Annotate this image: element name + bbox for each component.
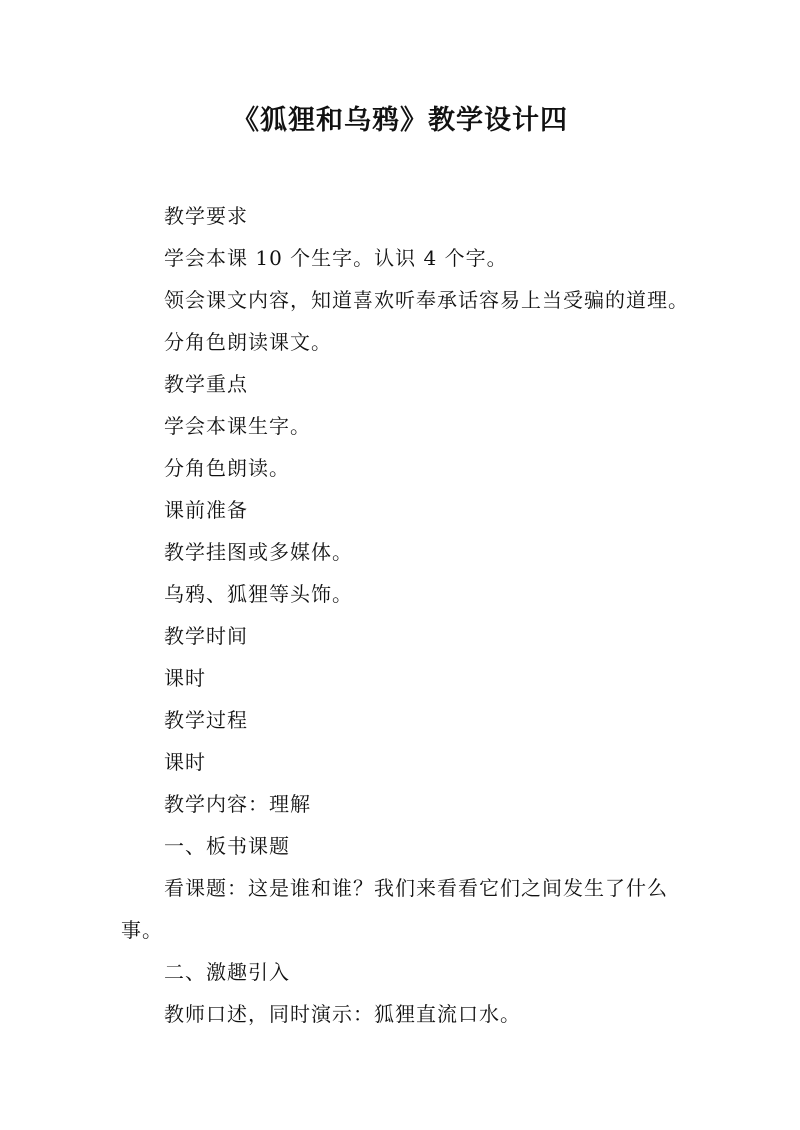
paragraph-line: 二、激趣引入: [164, 960, 290, 984]
paragraph-line: 教学挂图或多媒体。: [164, 540, 353, 564]
paragraph-line: 教学时间: [164, 624, 248, 648]
paragraph-line: 教学过程: [164, 708, 248, 732]
document-title: 《狐狸和乌鸦》教学设计四: [232, 105, 568, 136]
paragraph-line: 课时: [164, 666, 206, 690]
paragraph-line: 分角色朗读课文。: [164, 330, 332, 354]
paragraph-line: 教学重点: [164, 372, 248, 396]
paragraph-line-continued: 事。: [121, 918, 163, 942]
paragraph-line: 乌鸦、狐狸等头饰。: [164, 582, 353, 606]
document-body: [0, 195, 800, 1035]
paragraph-line: 领会课文内容，知道喜欢听奉承话容易上当受骗的道理。: [164, 288, 689, 312]
paragraph-line: 教学内容：理解: [164, 792, 311, 816]
paragraph-line: 学会本课 10 个生字。认识 4 个字。: [164, 246, 508, 270]
paragraph-line: 课前准备: [164, 498, 248, 522]
paragraph-line: 看课题：这是谁和谁？我们来看看它们之间发生了什么: [164, 876, 668, 900]
paragraph-line: 课时: [164, 750, 206, 774]
paragraph-line: 分角色朗读。: [164, 456, 290, 480]
paragraph-line: 教学要求: [164, 204, 248, 228]
paragraph-line: 一、板书课题: [164, 834, 290, 858]
paragraph-line: 学会本课生字。: [164, 414, 311, 438]
paragraph-line: 教师口述，同时演示：狐狸直流口水。: [164, 1002, 521, 1026]
